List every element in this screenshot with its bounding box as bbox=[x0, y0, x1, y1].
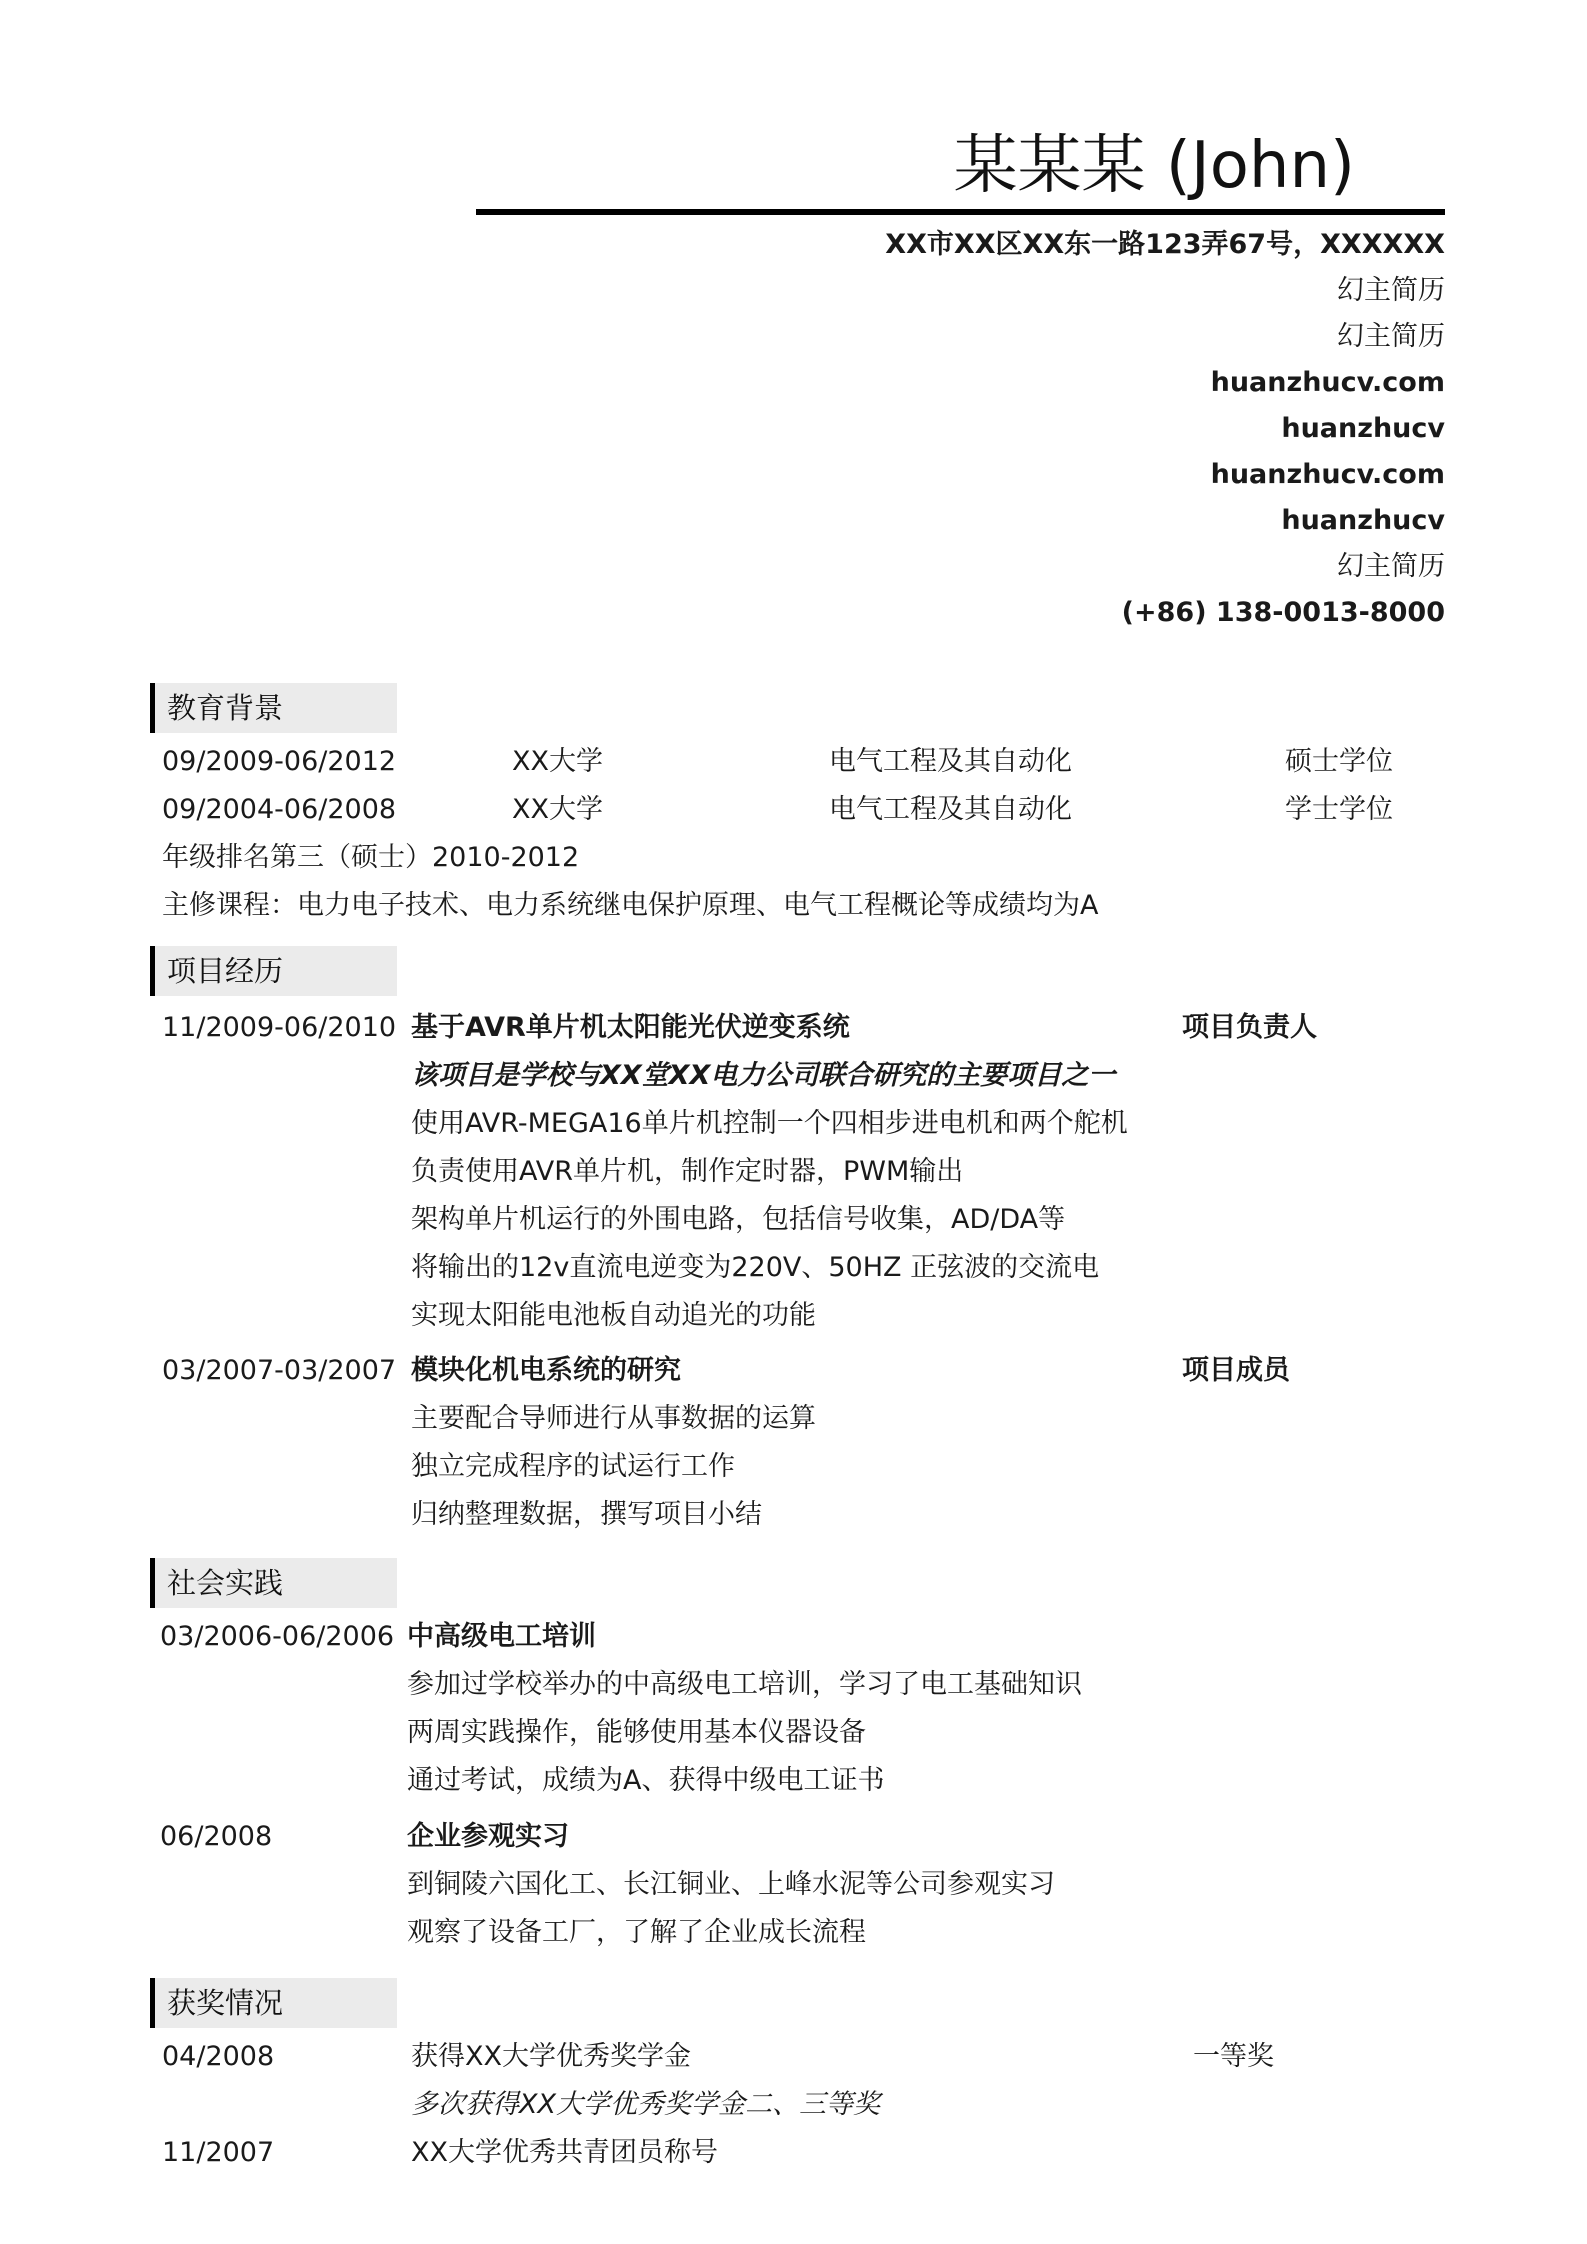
edu-major: 电气工程及其自动化 bbox=[829, 794, 1072, 825]
award-note: 多次获得XX大学优秀奖学金二、三等奖 bbox=[411, 2089, 880, 2120]
practice-date: 03/2006-06/2006 bbox=[160, 1621, 395, 1652]
award-date: 04/2008 bbox=[162, 2041, 275, 2072]
project-detail: 归纳整理数据，撰写项目小结 bbox=[411, 1499, 762, 1530]
practice-name: 企业参观实习 bbox=[407, 1821, 569, 1852]
project-detail: 独立完成程序的试运行工作 bbox=[411, 1451, 735, 1482]
practice-detail: 观察了设备工厂，了解了企业成长流程 bbox=[407, 1917, 866, 1948]
contact-line: 幻主简历 bbox=[1337, 275, 1445, 306]
project-detail: 实现太阳能电池板自动追光的功能 bbox=[411, 1300, 816, 1331]
section-heading-projects: 项目经历 bbox=[150, 946, 397, 996]
project-detail: 主要配合导师进行从事数据的运算 bbox=[411, 1403, 816, 1434]
contact-line: 幻主简历 bbox=[1337, 321, 1445, 352]
project-name: 模块化机电系统的研究 bbox=[411, 1355, 681, 1386]
practice-detail: 参加过学校举办的中高级电工培训，学习了电工基础知识 bbox=[407, 1669, 1082, 1700]
award-text: XX大学优秀共青团员称号 bbox=[411, 2137, 718, 2168]
contact-block bbox=[885, 222, 1445, 636]
project-detail: 负责使用AVR单片机，制作定时器，PWM输出 bbox=[411, 1156, 964, 1187]
award-level: 一等奖 bbox=[1193, 2041, 1274, 2072]
project-date: 03/2007-03/2007 bbox=[162, 1355, 397, 1386]
award-date: 11/2007 bbox=[162, 2137, 275, 2168]
practice-detail: 两周实践操作，能够使用基本仪器设备 bbox=[407, 1717, 866, 1748]
award-text: 获得XX大学优秀奖学金 bbox=[411, 2041, 691, 2072]
contact-address: XX市XX区XX东一路123弄67号，XXXXXX bbox=[885, 229, 1445, 260]
contact-website: huanzhucv.com bbox=[1210, 367, 1445, 398]
contact-line: 幻主简历 bbox=[1337, 551, 1445, 582]
project-subtitle: 该项目是学校与XX堂XX电力公司联合研究的主要项目之一 bbox=[411, 1060, 1116, 1091]
section-heading-education: 教育背景 bbox=[150, 683, 397, 733]
edu-school: XX大学 bbox=[512, 794, 603, 825]
edu-date: 09/2009-06/2012 bbox=[162, 746, 397, 777]
section-heading-practice: 社会实践 bbox=[150, 1558, 397, 1608]
resume-name: 某某某 (John) bbox=[953, 129, 1355, 203]
edu-date: 09/2004-06/2008 bbox=[162, 794, 397, 825]
edu-note: 年级排名第三（硕士）2010-2012 bbox=[162, 842, 580, 873]
practice-detail: 通过考试，成绩为A、获得中级电工证书 bbox=[407, 1765, 885, 1796]
project-detail: 使用AVR-MEGA16单片机控制一个四相步进电机和两个舵机 bbox=[411, 1108, 1128, 1139]
project-role: 项目成员 bbox=[1182, 1355, 1290, 1386]
contact-handle: huanzhucv bbox=[1281, 505, 1445, 536]
practice-detail: 到铜陵六国化工、长江铜业、上峰水泥等公司参观实习 bbox=[407, 1869, 1055, 1900]
edu-school: XX大学 bbox=[512, 746, 603, 777]
project-detail: 将输出的12v直流电逆变为220V、50HZ 正弦波的交流电 bbox=[411, 1252, 1100, 1283]
project-role: 项目负责人 bbox=[1182, 1012, 1317, 1043]
edu-degree: 学士学位 bbox=[1285, 794, 1393, 825]
edu-major: 电气工程及其自动化 bbox=[829, 746, 1072, 777]
contact-handle: huanzhucv bbox=[1281, 413, 1445, 444]
project-detail: 架构单片机运行的外围电路，包括信号收集，AD/DA等 bbox=[411, 1204, 1066, 1235]
section-heading-awards: 获奖情况 bbox=[150, 1978, 397, 2028]
contact-phone: (+86) 138-0013-8000 bbox=[1121, 597, 1445, 628]
project-name: 基于AVR单片机太阳能光伏逆变系统 bbox=[411, 1012, 850, 1043]
header-rule bbox=[476, 209, 1445, 215]
practice-date: 06/2008 bbox=[160, 1821, 273, 1852]
edu-degree: 硕士学位 bbox=[1285, 746, 1393, 777]
contact-website: huanzhucv.com bbox=[1210, 459, 1445, 490]
practice-name: 中高级电工培训 bbox=[407, 1621, 596, 1652]
edu-note: 主修课程：电力电子技术、电力系统继电保护原理、电气工程概论等成绩均为A bbox=[162, 890, 1099, 921]
project-date: 11/2009-06/2010 bbox=[162, 1012, 397, 1043]
